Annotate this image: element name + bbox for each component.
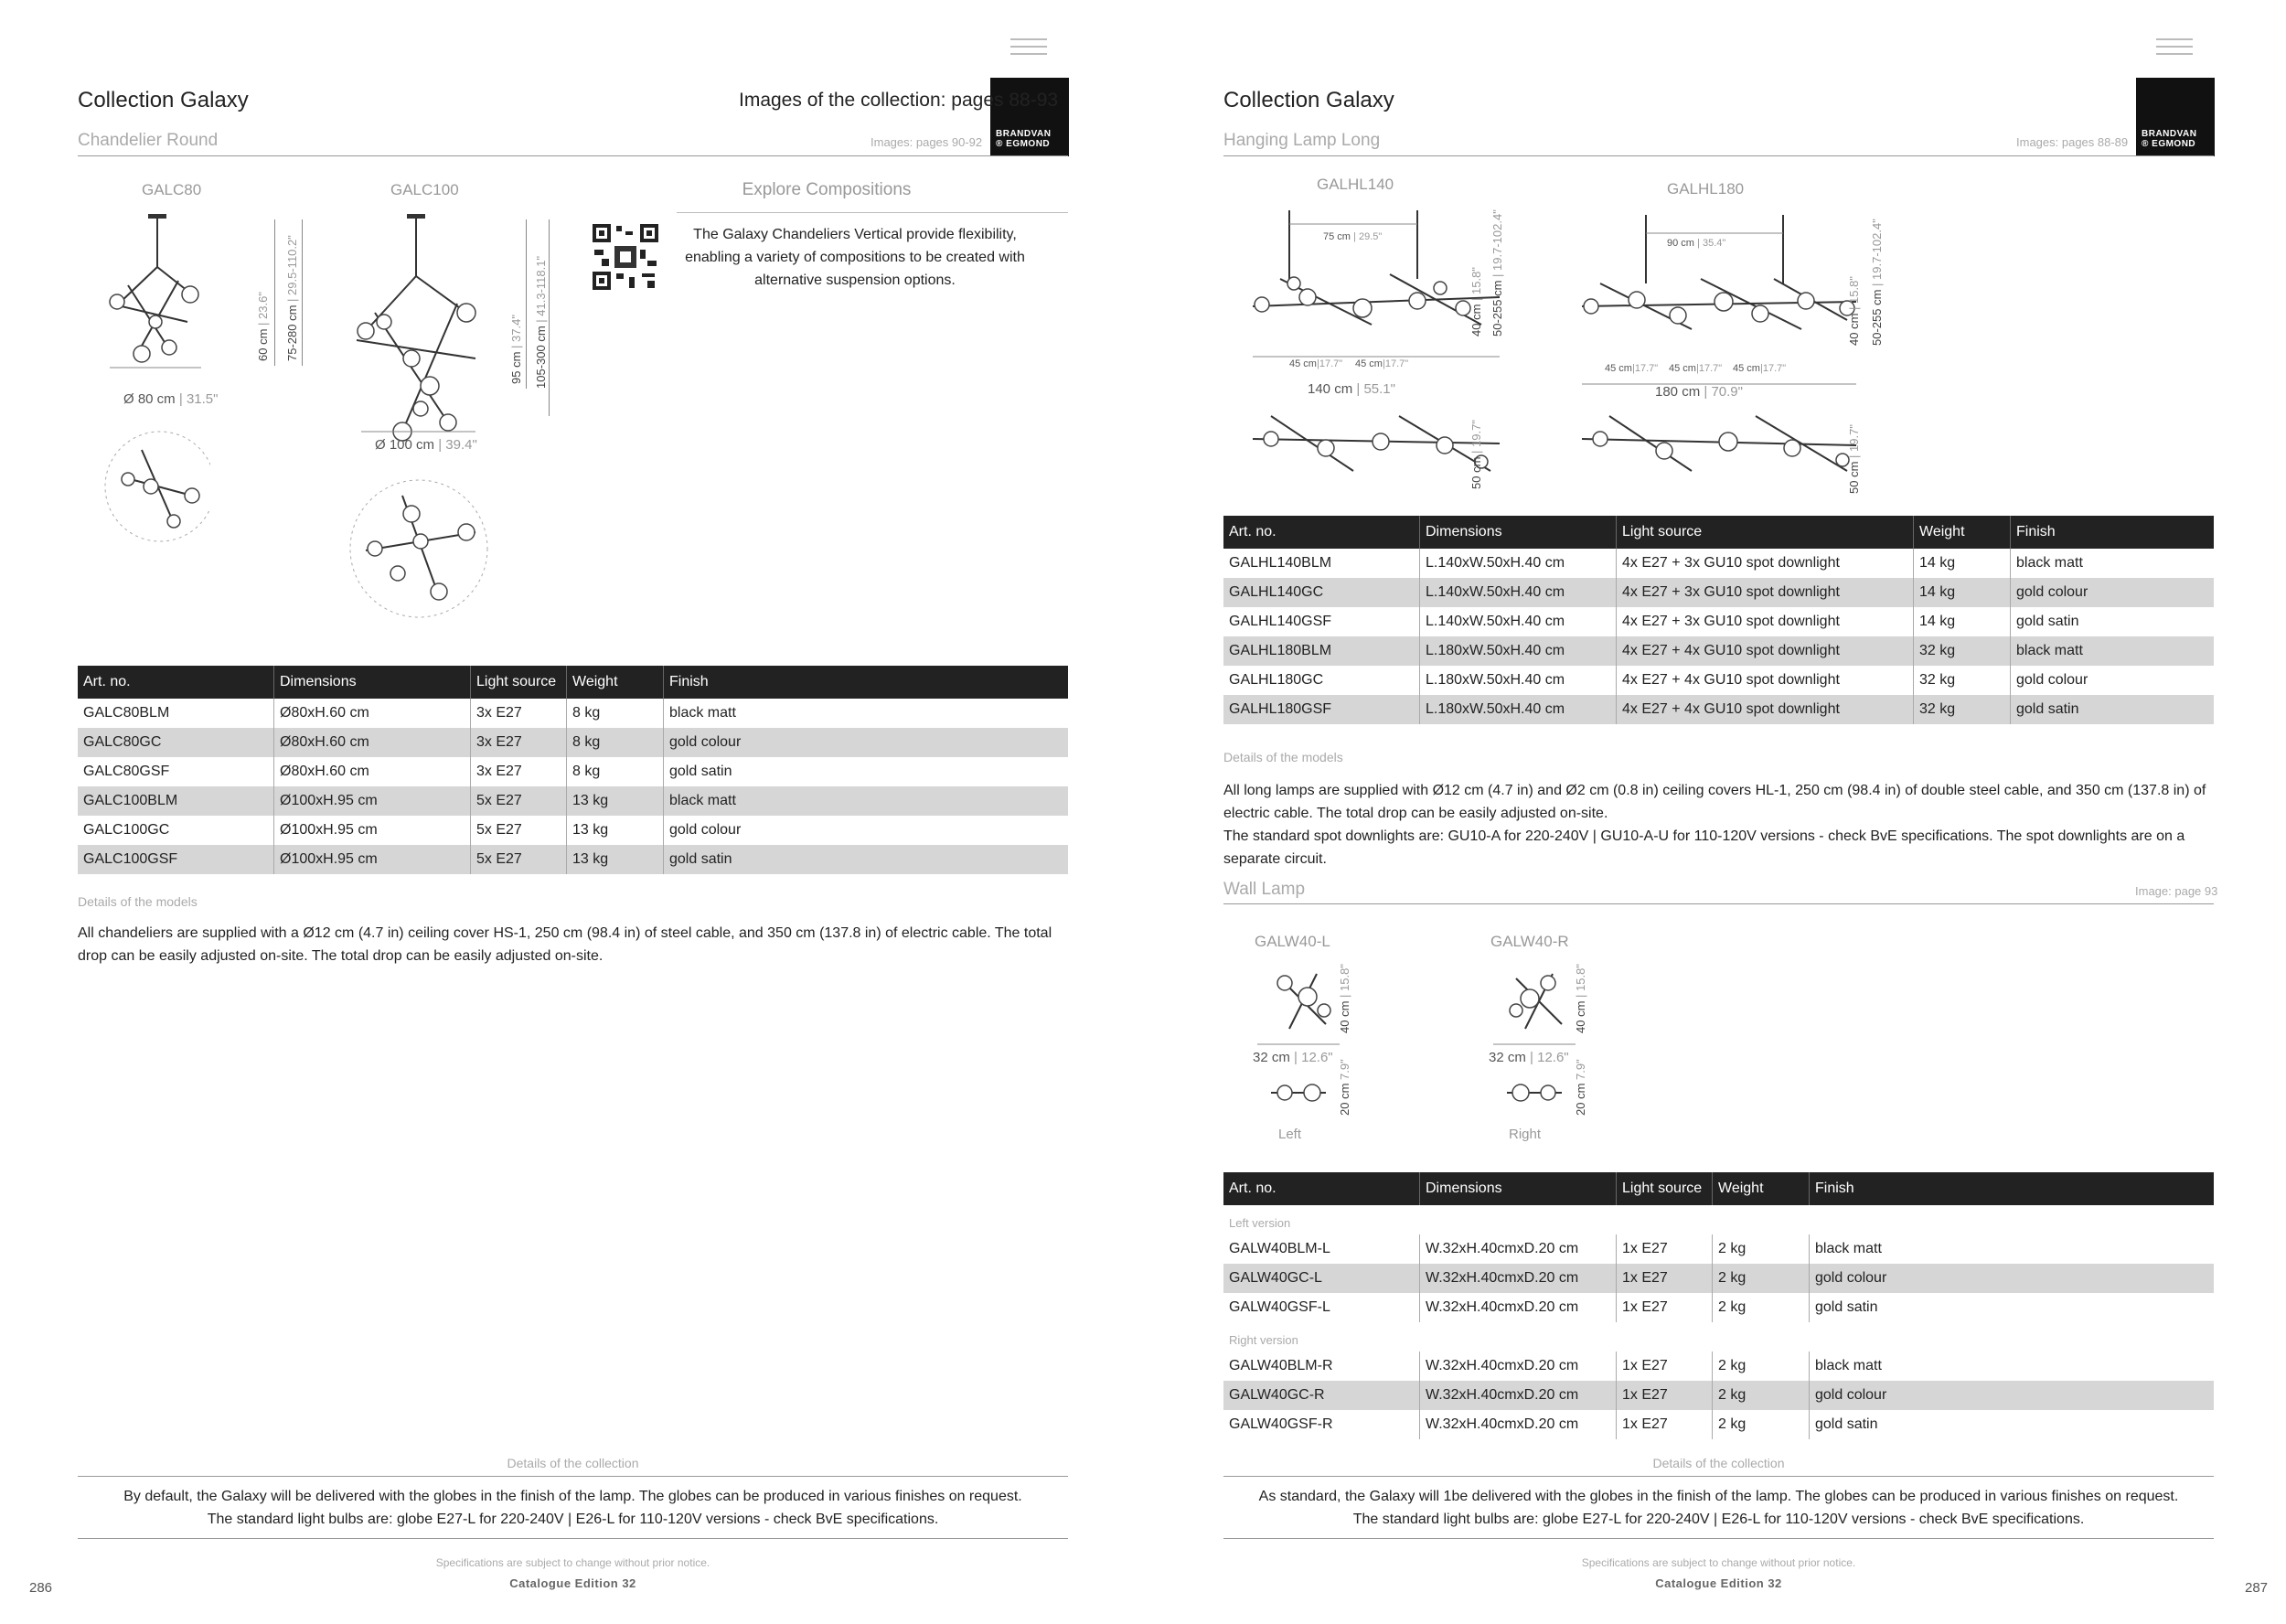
dim-line	[302, 219, 303, 366]
table-row: GALHL180GSF L.180xW.50xH.40 cm 4x E27 + 4x GU10 spot downlight 32 kg gold satin	[1223, 695, 2214, 724]
galw40-r-depth: 20 cm 7.9"	[1574, 1059, 1587, 1116]
galhl180-seg2: 45 cm|17.7"	[1669, 363, 1723, 374]
divider	[78, 1476, 1068, 1477]
details-text: All chandeliers are supplied with a Ø12 cm (4.7 in) ceiling cover HS-1, 250 cm (98.4 in) of steel cable, and 350 cm (137.8 in) of electric cable. The total drop can be easily adjusted on-site. The total drop can be easily adjusted on-site.	[78, 925, 1052, 964]
divider	[1223, 903, 2214, 904]
collection-text-2: The standard light bulbs are: globe E27-L for 220-240V | E26-L for 110-120V versions - check BvE specifications.	[207, 1512, 939, 1527]
model-name-galw40-l: GALW40-L	[1255, 933, 1330, 950]
divider	[1223, 1476, 2214, 1477]
galhl180-drop: 50-255 cm | 19.7-102.4"	[1870, 219, 1884, 346]
divider	[78, 1538, 1068, 1539]
galhl140-top-height: 50 cm | 19.7"	[1469, 420, 1483, 489]
wall-images-note: Image: page 93	[2135, 884, 2218, 898]
right-page	[1143, 0, 2286, 1624]
col-header: Light source	[471, 666, 567, 699]
galhl140-drop: 50-255 cm | 19.7-102.4"	[1490, 209, 1504, 337]
galc100-drop: 105-300 cm | 41.3-118.1"	[534, 255, 548, 389]
galw40-r-width: 32 cm | 12.6"	[1489, 1050, 1569, 1065]
galc100-diameter: Ø 100 cm | 39.4"	[375, 437, 477, 453]
galhl140-height: 40 cm | 15.8"	[1469, 267, 1483, 337]
table-group-label: Right version	[1229, 1332, 1298, 1347]
details-text-1: All long lamps are supplied with Ø12 cm (4.7 in) and Ø2 cm (0.8 in) ceiling covers HL-1, 250 cm (98.4 in) of double steel cable, and 350 cm (137.8 in) of electric cable. The total drop can be easily adjusted on-site.	[1223, 783, 2206, 821]
galw40-l-height: 40 cm | 15.8"	[1338, 964, 1351, 1033]
galw40-r-height: 40 cm | 15.8"	[1574, 964, 1587, 1033]
images-header: Images of the collection: pages 88-93	[739, 90, 1059, 111]
table-row: GALW40GC-R W.32xH.40cmxD.20 cm 1x E27 2 kg gold colour	[1223, 1381, 2214, 1410]
table-row: GALC80GSF Ø80xH.60 cm 3x E27 8 kg gold satin	[78, 757, 1068, 786]
table-row: GALHL180BLM L.180xW.50xH.40 cm 4x E27 + 4x GU10 spot downlight 32 kg black matt	[1223, 636, 2214, 666]
col-header: Finish	[2011, 516, 2215, 549]
images-note: Images: pages 88-89	[2016, 135, 2129, 149]
galhl180-seg1: 45 cm|17.7"	[1605, 363, 1659, 374]
images-note: Images: pages 90-92	[871, 135, 983, 149]
galhl140-span: 75 cm | 29.5"	[1323, 231, 1383, 242]
table-row: GALW40GC-L W.32xH.40cmxD.20 cm 1x E27 2 kg gold colour	[1223, 1264, 2214, 1293]
galhl180-drawing	[1573, 206, 1865, 498]
collection-text-1: As standard, the Galaxy will 1be delivered with the globes in the finish of the lamp. The globes can be produced in various finishes on request.	[1258, 1489, 2179, 1504]
table-row: GALC100BLM Ø100xH.95 cm 5x E27 13 kg black matt	[78, 786, 1068, 816]
hanging-spec-table	[1223, 516, 2214, 724]
table-row: GALHL140BLM L.140xW.50xH.40 cm 4x E27 + 3x GU10 spot downlight 14 kg black matt	[1223, 549, 2214, 578]
brand-logo: BRANDVAN ® EGMOND	[2136, 78, 2215, 156]
section-subtitle: Hanging Lamp Long	[1223, 131, 1381, 150]
explore-text: The Galaxy Chandeliers Vertical provide flexibility, enabling a variety of compositions to be created with alternative suspension options.	[685, 227, 1025, 288]
model-name-galhl140: GALHL140	[1317, 176, 1394, 193]
col-header: Finish	[664, 666, 1069, 699]
galhl180-length: 180 cm | 70.9"	[1655, 384, 1743, 400]
dim-line	[274, 219, 275, 366]
menu-icon[interactable]	[2156, 38, 2193, 59]
table-row: GALHL140GSF L.140xW.50xH.40 cm 4x E27 + 3x GU10 spot downlight 14 kg gold satin	[1223, 607, 2214, 636]
collection-text-2: The standard light bulbs are: globe E27-L for 220-240V | E26-L for 110-120V versions - check BvE specifications.	[1352, 1512, 2085, 1527]
table-row: GALW40GSF-L W.32xH.40cmxD.20 cm 1x E27 2 kg gold satin	[1223, 1293, 2214, 1322]
section-subtitle: Chandelier Round	[78, 131, 219, 150]
wall-lamp-title: Wall Lamp	[1223, 880, 1306, 899]
chandelier-spec-table	[78, 666, 1068, 874]
table-row: GALC80BLM Ø80xH.60 cm 3x E27 8 kg black matt	[78, 699, 1068, 728]
col-header: Art. no.	[78, 666, 274, 699]
col-header: Dimensions	[1420, 1172, 1617, 1205]
table-row: GALHL140GC L.140xW.50xH.40 cm 4x E27 + 3x GU10 spot downlight 14 kg gold colour	[1223, 578, 2214, 607]
col-header: Weight	[1713, 1172, 1810, 1205]
galc100-height: 95 cm | 37.4"	[509, 315, 523, 384]
galhl180-seg3: 45 cm|17.7"	[1733, 363, 1787, 374]
col-header: Art. no.	[1223, 1172, 1420, 1205]
model-name-galc100: GALC100	[390, 181, 459, 198]
galw40-l-caption: Left	[1278, 1127, 1302, 1142]
col-header: Weight	[567, 666, 664, 699]
collection-label: Details of the collection	[1652, 1456, 1785, 1470]
col-header: Weight	[1914, 516, 2011, 549]
brand-logo: BRANDVAN ® EGMOND	[990, 78, 1069, 156]
galc80-height: 60 cm | 23.6"	[256, 292, 270, 361]
galhl140-seg2: 45 cm|17.7"	[1355, 358, 1409, 369]
galw40-r-caption: Right	[1509, 1127, 1542, 1142]
divider	[1223, 1538, 2214, 1539]
page-number: 286	[29, 1580, 53, 1596]
galw40-l-depth: 20 cm 7.9"	[1338, 1059, 1351, 1116]
table-row: GALC100GSF Ø100xH.95 cm 5x E27 13 kg gold satin	[78, 845, 1068, 874]
galw40-l-width: 32 cm | 12.6"	[1253, 1050, 1333, 1065]
footer-note: Specifications are subject to change without prior notice.	[1581, 1556, 1856, 1569]
model-name-galhl180: GALHL180	[1667, 180, 1745, 198]
table-group-label: Left version	[1229, 1215, 1291, 1230]
col-header: Dimensions	[1420, 516, 1617, 549]
collection-title: Collection Galaxy	[78, 88, 249, 112]
table-row: GALC80GC Ø80xH.60 cm 3x E27 8 kg gold colour	[78, 728, 1068, 757]
details-text-2: The standard spot downlights are: GU10-A for 220-240V | GU10-A-U for 110-120V versions - check BvE specifications. The spot downlights are on a separate circuit.	[1223, 828, 2185, 867]
divider	[677, 212, 1068, 213]
col-header: Finish	[1810, 1172, 2215, 1205]
col-header: Light source	[1617, 516, 1914, 549]
table-row: GALC100GC Ø100xH.95 cm 5x E27 13 kg gold colour	[78, 816, 1068, 845]
model-name-galw40-r: GALW40-R	[1490, 933, 1569, 950]
explore-title: Explore Compositions	[742, 180, 912, 199]
dim-line	[526, 219, 527, 389]
col-header: Light source	[1617, 1172, 1713, 1205]
page-number: 287	[2245, 1580, 2269, 1596]
details-label: Details of the models	[78, 894, 198, 909]
divider	[78, 155, 1068, 156]
galc80-drop: 75-280 cm | 29.5-110.2"	[285, 235, 299, 361]
collection-text-1: By default, the Galaxy will be delivered with the globes in the finish of the lamp. The globes can be produced in various finishes on request.	[123, 1489, 1022, 1504]
details-label: Details of the models	[1223, 750, 1343, 764]
galhl180-top-height: 50 cm | 19.7"	[1847, 424, 1861, 494]
table-row: GALW40BLM-L W.32xH.40cmxD.20 cm 1x E27 2 kg black matt	[1223, 1234, 2214, 1264]
dim-line	[549, 219, 550, 416]
galhl180-span: 90 cm | 35.4"	[1667, 238, 1726, 249]
footer-note: Specifications are subject to change without prior notice.	[435, 1556, 710, 1569]
footer-edition: Catalogue Edition 32	[1655, 1576, 1782, 1590]
divider	[1223, 155, 2214, 156]
menu-icon[interactable]	[1010, 38, 1047, 59]
galc80-diameter: Ø 80 cm | 31.5"	[123, 391, 219, 407]
col-header: Dimensions	[274, 666, 471, 699]
galhl140-seg1: 45 cm|17.7"	[1289, 358, 1343, 369]
galhl180-height: 40 cm | 15.8"	[1847, 276, 1861, 346]
model-name-galc80: GALC80	[142, 181, 202, 198]
footer-edition: Catalogue Edition 32	[509, 1576, 636, 1590]
collection-title: Collection Galaxy	[1223, 88, 1394, 112]
table-row: GALHL180GC L.180xW.50xH.40 cm 4x E27 + 4x GU10 spot downlight 32 kg gold colour	[1223, 666, 2214, 695]
table-row: GALW40BLM-R W.32xH.40cmxD.20 cm 1x E27 2 kg black matt	[1223, 1352, 2214, 1381]
table-row: GALW40GSF-R W.32xH.40cmxD.20 cm 1x E27 2 kg gold satin	[1223, 1410, 2214, 1439]
col-header: Art. no.	[1223, 516, 1420, 549]
galc100-drawing	[347, 212, 503, 624]
qr-code[interactable]	[593, 224, 658, 290]
galhl140-length: 140 cm | 55.1"	[1308, 381, 1395, 397]
wall-spec-table	[1223, 1172, 2214, 1439]
collection-label: Details of the collection	[507, 1456, 639, 1470]
